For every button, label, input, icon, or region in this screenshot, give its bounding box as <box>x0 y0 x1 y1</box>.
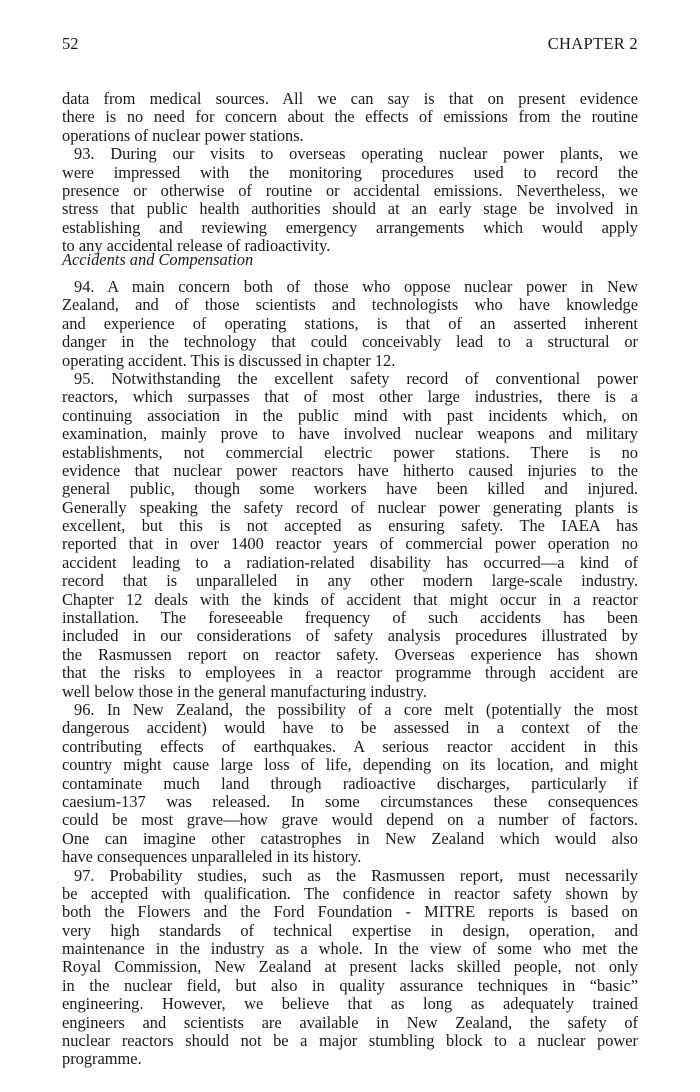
text-line: installation. The foreseeable frequency of such accidents has been <box>62 608 638 628</box>
text-line: and experience of operating stations, is that of an asserted inherent <box>62 313 638 333</box>
text-line: nuclear reactors should not be a major stumbling block to a nuclear power <box>62 1031 638 1051</box>
text-line: 93. During our visits to overseas operating nuclear power plants, we <box>74 144 638 164</box>
text-line: Royal Commission, New Zealand at present lacks skilled people, not only <box>62 957 638 977</box>
text-line: that the risks to employees in a reactor programme through accident are <box>62 663 638 683</box>
paragraph <box>62 867 638 1069</box>
text-block-1 <box>62 90 638 256</box>
text-line: caesium-137 was released. In some circumstances these consequences <box>62 791 638 811</box>
text-line: dangerous accident) would have to be assessed in a context of the <box>62 718 638 738</box>
text-line: evidence that nuclear power reactors have hitherto caused injuries to the <box>62 460 638 480</box>
text-line: danger in the technology that could conceivably lead to a structural or <box>62 332 638 352</box>
text-line: establishing and reviewing emergency arrangements which would apply <box>62 217 638 237</box>
text-line: operating accident. This is discussed in chapter 12. <box>62 350 396 370</box>
text-line: well below those in the general manufacturing industry. <box>62 681 427 701</box>
text-line: be accepted with qualification. The confidence in reactor safety shown by <box>62 883 638 903</box>
paragraph <box>62 145 638 255</box>
text-line: maintenance in the industry as a whole. In the view of some who met the <box>62 939 638 959</box>
text-line: Generally speaking the safety record of nuclear power generating plants is <box>62 497 638 517</box>
text-line: very high standards of technical expertise in design, operation, and <box>62 920 638 940</box>
text-line: One can imagine other catastrophes in New Zealand which would also <box>62 828 638 848</box>
text-line: to any accidental release of radioactivity. <box>62 236 331 256</box>
text-line: engineers and scientists are available in New Zealand, the safety of <box>62 1012 638 1032</box>
text-line: 97. Probability studies, such as the Rasmussen report, must necessarily <box>74 865 638 885</box>
text-block-2 <box>62 278 638 1069</box>
text-line: programme. <box>62 1049 142 1069</box>
text-line: continuing association in the public mind with past incidents which, on <box>62 405 638 425</box>
text-line: engineering. However, we believe that as long as adequately trained <box>62 994 638 1014</box>
text-line: operations of nuclear power stations. <box>62 125 304 145</box>
text-line: data from medical sources. All we can say is that on present evidence <box>62 89 638 108</box>
text-line: in the nuclear field, but also in quality assurance techniques in “basic” <box>62 975 638 995</box>
text-line: have consequences unparalleled in its history. <box>62 847 362 867</box>
running-head: CHAPTER 2 <box>547 34 638 53</box>
text-line: country might cause large loss of life, depending on its location, and might <box>62 755 638 775</box>
text-line: excellent, but this is not accepted as ensuring safety. The IAEA has <box>62 516 638 536</box>
text-line: 95. Notwithstanding the excellent safety record of conventional power <box>74 368 638 388</box>
text-line: could be most grave—how grave would depend on a number of factors. <box>62 810 638 830</box>
text-line: contributing effects of earthquakes. A serious reactor accident in this <box>62 736 638 756</box>
section-heading: Accidents and Compensation <box>62 250 254 269</box>
text-line: included in our considerations of safety analysis procedures illustrated by <box>62 626 638 646</box>
text-line: there is no need for concern about the effects of emissions from the routine <box>62 107 638 127</box>
text-line: were impressed with the monitoring procedures used to record the <box>62 162 638 182</box>
page-number: 52 <box>62 34 79 53</box>
paragraph <box>62 278 638 370</box>
paragraph <box>62 701 638 867</box>
text-line: establishments, not commercial electric power stations. There is no <box>62 442 638 462</box>
text-line: examination, mainly prove to have involved nuclear weapons and military <box>62 424 638 444</box>
paragraph <box>62 90 638 145</box>
text-line: reported that in over 1400 reactor years of commercial power operation no <box>62 534 638 554</box>
text-line: contaminate much land through radioactive discharges, particularly if <box>62 773 638 793</box>
text-line: accident leading to a radiation-related disability has occurred—a kind of <box>62 552 638 572</box>
text-line: presence or otherwise of routine or accidental emissions. Nevertheless, we <box>62 180 638 200</box>
text-line: 96. In New Zealand, the possibility of a core melt (potentially the most <box>74 699 638 719</box>
text-line: reactors, which surpasses that of most other large industries, there is a <box>62 387 638 407</box>
text-line: 94. A main concern both of those who oppose nuclear power in New <box>74 277 638 296</box>
text-line: both the Flowers and the Ford Foundation - MITRE reports is based on <box>62 902 638 922</box>
text-line: Chapter 12 deals with the kinds of accident that might occur in a reactor <box>62 589 638 609</box>
paragraph <box>62 370 638 701</box>
text-line: record that is unparalleled in any other modern large-scale industry. <box>62 571 638 591</box>
text-line: the Rasmussen report on reactor safety. Overseas experience has shown <box>62 644 638 664</box>
text-line: stress that public health authorities should at an early stage be involved in <box>62 199 638 219</box>
text-line: general public, though some workers have been killed and injured. <box>62 479 638 499</box>
text-line: Zealand, and of those scientists and technologists who have knowledge <box>62 295 638 315</box>
